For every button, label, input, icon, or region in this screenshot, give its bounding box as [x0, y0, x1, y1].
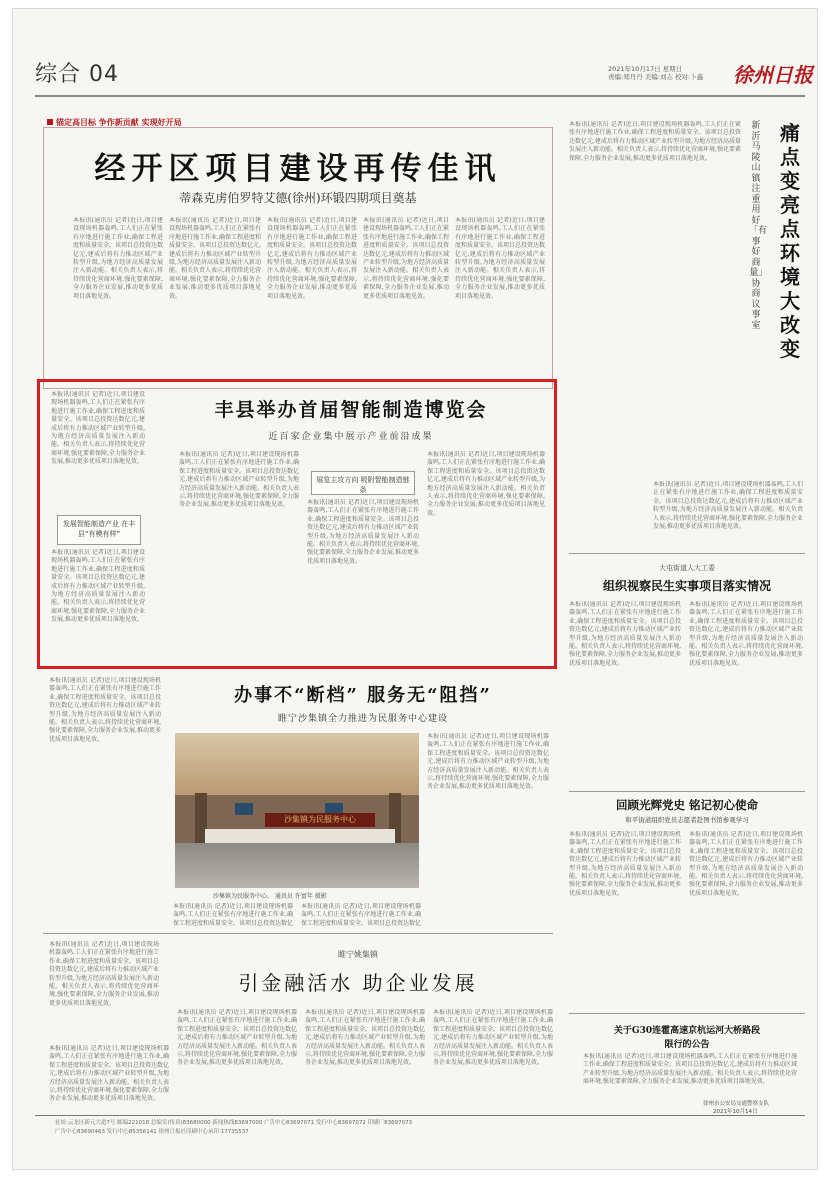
right-mid-column-1: 本报讯(通讯员 记者)近日,项目建设现场机器轰鸣,工人们正在紧张有序地进行施工作业,确保工程进度和质量安全。该项目总投资达数亿元,建成后将有力推动区域产业转型升级,为地方经济高质量发展注入新动能。相关负责人表示,将持续优化营商环境,强化要素保障,全力服务企业发展,推动更多优质项目落地见效。 — [569, 601, 681, 667]
story3-column-4: 本报讯(通讯员 记者)近日,项目建设现场机器轰鸣,工人们正在紧张有序地进行施工作业,确保工程进度和质量安全。该项目总投资达数亿元,建成后将有力推动区域产业转型升级,为地方经济高质量发展注入新动能。相关负责人表示,将持续优化营商环境,强化要素保障,全力服务企业发展,推动更多优质项目落地见效。 — [433, 1009, 553, 1067]
feature-intro-column: 本报讯(通讯员 记者)近日,项目建设现场机器轰鸣,工人们正在紧张有序地进行施工作业,确保工程进度和质量安全。该项目总投资达数亿元,建成后将有力推动区域产业转型升级,为地方经济高质量发展注入新动能。相关负责人表示,将持续优化营商环境,强化要素保障,全力服务企业发展,推动更多优质项目落地见效。 — [51, 391, 145, 466]
lead-column-4: 本报讯(通讯员 记者)近日,项目建设现场机器轰鸣,工人们正在紧张有序地进行施工作业,确保工程进度和质量安全。该项目总投资达数亿元,建成后将有力推动区域产业转型升级,为地方经济高质量发展注入新动能。相关负责人表示,将持续优化营商环境,强化要素保障,全力服务企业发展,推动更多优质项目落地见效。 — [363, 217, 449, 300]
lead-column-2: 本报讯(通讯员 记者)近日,项目建设现场机器轰鸣,工人们正在紧张有序地进行施工作业,确保工程进度和质量安全。该项目总投资达数亿元,建成后将有力推动区域产业转型升级,为地方经济高质量发展注入新动能。相关负责人表示,将持续优化营商环境,强化要素保障,全力服务企业发展,推动更多优质项目落地见效。 — [169, 217, 261, 300]
right-top-title: 痛点变亮点 环境大改变 — [780, 121, 800, 361]
right-mid-kicker: 大屯街道人大工委 — [659, 564, 715, 572]
feature-column-left: 本报讯(通讯员 记者)近日,项目建设现场机器轰鸣,工人们正在紧张有序地进行施工作业,确保工程进度和质量安全。该项目总投资达数亿元,建成后将有力推动区域产业转型升级,为地方经济高质量发展注入新动能。相关负责人表示,将持续优化营商环境,强化要素保障,全力服务企业发展,推动更多优质项目落地见效。 — [51, 549, 145, 624]
lead-column-1: 本报讯(通讯员 记者)近日,项目建设现场机器轰鸣,工人们正在紧张有序地进行施工作业,确保工程进度和质量安全。该项目总投资达数亿元,建成后将有力推动区域产业转型升级,为地方经济高质量发展注入新动能。相关负责人表示,将持续优化营商环境,强化要素保障,全力服务企业发展,推动更多优质项目落地见效。 — [73, 217, 163, 300]
photo-sign: 沙集镇为民服务中心 — [265, 813, 375, 827]
right-mid-headline: 组织视察民生实事项目落实情况 — [602, 579, 771, 593]
right-top-column-tail: 本报讯(通讯员 记者)近日,项目建设现场机器轰鸣,工人们正在紧张有序地进行施工作业,确保工程进度和质量安全。该项目总投资达数亿元,建成后将有力推动区域产业转型升级,为地方经济高质量发展注入新动能。相关负责人表示,将持续优化营商环境,强化要素保障,全力服务企业发展,推动更多优质项目落地见效。 — [653, 481, 803, 531]
photo-caption: 沙集镇为民服务中心。 通讯员 许富年 摄影 — [213, 893, 327, 900]
story3-kicker: 睢宁姚集镇 — [338, 950, 378, 959]
lead-column-3: 本报讯(通讯员 记者)近日,项目建设现场机器轰鸣,工人们正在紧张有序地进行施工作业,确保工程进度和质量安全。该项目总投资达数亿元,建成后将有力推动区域产业转型升级,为地方经济高质量发展注入新动能。相关负责人表示,将持续优化营商环境,强化要素保障,全力服务企业发展,推动更多优质项目落地见效。 — [267, 217, 357, 300]
photo-screen — [235, 803, 253, 815]
issue-date: 2021年10月17日 星期日 — [608, 65, 683, 73]
story2-column-1: 本报讯(通讯员 记者)近日,项目建设现场机器轰鸣,工人们正在紧张有序地进行施工作业,确保工程进度和质量安全。该项目总投资达数亿元,建成后将有力推动区域产业转型升级,为地方经济高质量发展注入新动能。相关负责人表示,将持续优化营商环境,强化要素保障,全力服务企业发展,推动更多优质项目落地见效。 — [49, 677, 161, 743]
divider-line — [43, 933, 553, 934]
lead-column-5: 本报讯(通讯员 记者)近日,项目建设现场机器轰鸣,工人们正在紧张有序地进行施工作业,确保工程进度和质量安全。该项目总投资达数亿元,建成后将有力推动区域产业转型升级,为地方经济高质量发展注入新动能。相关负责人表示,将持续优化营商环境,强化要素保障,全力服务企业发展,推动更多优质项目落地见效。 — [455, 217, 545, 300]
newspaper-page — [12, 8, 818, 1170]
feature-column-2: 本报讯(通讯员 记者)近日,项目建设现场机器轰鸣,工人们正在紧张有序地进行施工作业,确保工程进度和质量安全。该项目总投资达数亿元,建成后将有力推动区域产业转型升级,为地方经济高质量发展注入新动能。相关负责人表示,将持续优化营商环境,强化要素保障,全力服务企业发展,推动更多优质项目落地见效。 — [179, 451, 299, 509]
story2-column-3: 本报讯(通讯员 记者)近日,项目建设现场机器轰鸣,工人们正在紧张有序地进行施工作业,确保工程进度和质量安全。该项目总投资达数亿元,建成后将有力推动区域产业转型升级,为地方经济高质量发展注入新动能。相关负责人表示,将持续优化营商环境,强化要素保障,全力服务企业发展,推动更多优质项目落地见效。 — [427, 733, 549, 791]
notice-headline: 关于G30连霍高速京杭运河大桥路段 — [613, 1026, 761, 1036]
notice-signature: 徐州市公安局交通警察支队 — [703, 1101, 770, 1107]
story2-tail-2: 本报讯(通讯员 记者)近日,项目建设现场机器轰鸣,工人们正在紧张有序地进行施工作业,确保工程进度和质量安全。该项目总投资达数亿 — [301, 903, 421, 927]
story3-intro: 本报讯(通讯员 记者)近日,项目建设现场机器轰鸣,工人们正在紧张有序地进行施工作业,确保工程进度和质量安全。该项目总投资达数亿元,建成后将有力推动区域产业转型升级,为地方经济高质量发展注入新动能。相关负责人表示,将持续优化营商环境,强化要素保障,全力服务企业发展,推动更多优质项目落地见效。 — [49, 941, 159, 1007]
story2-subheadline: 睢宁沙集镇全力推进为民服务中心建设 — [277, 714, 448, 724]
story3-column-1: 本报讯(通讯员 记者)近日,项目建设现场机器轰鸣,工人们正在紧张有序地进行施工作业,确保工程进度和质量安全。该项目总投资达数亿元,建成后将有力推动区域产业转型升级,为地方经济高质量发展注入新动能。相关负责人表示,将持续优化营商环境,强化要素保障,全力服务企业发展,推动更多优质项目落地见效。 — [49, 1045, 169, 1103]
photo-ceiling — [175, 733, 419, 795]
header-rule — [35, 95, 805, 97]
feature-sidebar-box-right: 展览主攻方向 吸附智能制造链条 — [311, 471, 415, 495]
issue-meta — [608, 65, 728, 81]
footer — [55, 1119, 805, 1137]
feature-sidebar-box-left: 发展智能制造产业 在丰县“有模有样” — [57, 515, 141, 545]
footer-line-2: 广告中心83690463 发行中心85356141 徐州日报社印刷中心承印 17735537 — [55, 1129, 249, 1135]
notice-date: 2021年10月14日 — [713, 1109, 758, 1115]
right-mid2-subheadline: 和平街道组织党员志愿者赴图书馆参观学习 — [625, 816, 749, 824]
story3-column-3: 本报讯(通讯员 记者)近日,项目建设现场机器轰鸣,工人们正在紧张有序地进行施工作业,确保工程进度和质量安全。该项目总投资达数亿元,建成后将有力推动区域产业转型升级,为地方经济高质量发展注入新动能。相关负责人表示,将持续优化营商环境,强化要素保障,全力服务企业发展,推动更多优质项目落地见效。 — [305, 1009, 425, 1067]
divider-line — [569, 553, 805, 554]
story2-tail-1: 本报讯(通讯员 记者)近日,项目建设现场机器轰鸣,工人们正在紧张有序地进行施工作业,确保工程进度和质量安全。该项目总投资达数亿 — [173, 903, 293, 927]
lead-tag-text: 锚定高目标 争作新贡献 实现好开局 — [56, 118, 182, 127]
footer-line-1: 社址:云龙区新元大道7号 邮编221018 总编室(传真)83680000 新闻热线83697000 广告中心83697071 发行中心83697072 印刷厂83697073 — [55, 1120, 413, 1126]
right-top-subtitle: 新沂马陵山镇注重用好「有事好商量」协商议事室 — [749, 121, 768, 331]
service-center-photo — [175, 733, 419, 888]
story3-headline: 引金融活水 助企业发展 — [238, 971, 478, 995]
divider-line — [569, 791, 805, 792]
right-mid2-column-2: 本报讯(通讯员 记者)近日,项目建设现场机器轰鸣,工人们正在紧张有序地进行施工作业,确保工程进度和质量安全。该项目总投资达数亿元,建成后将有力推动区域产业转型升级,为地方经济高质量发展注入新动能。相关负责人表示,将持续优化营商环境,强化要素保障,全力服务企业发展,推动更多优质项目落地见效。 — [689, 831, 803, 897]
right-mid2-column-1: 本报讯(通讯员 记者)近日,项目建设现场机器轰鸣,工人们正在紧张有序地进行施工作业,确保工程进度和质量安全。该项目总投资达数亿元,建成后将有力推动区域产业转型升级,为地方经济高质量发展注入新动能。相关负责人表示,将持续优化营商环境,强化要素保障,全力服务企业发展,推动更多优质项目落地见效。 — [569, 831, 681, 897]
tag-square-icon — [47, 119, 53, 125]
section-label: 综合 04 — [35, 62, 119, 87]
lead-headline: 经开区项目建设再传佳讯 — [94, 151, 502, 187]
right-mid-column-2: 本报讯(通讯员 记者)近日,项目建设现场机器轰鸣,工人们正在紧张有序地进行施工作业,确保工程进度和质量安全。该项目总投资达数亿元,建成后将有力推动区域产业转型升级,为地方经济高质量发展注入新动能。相关负责人表示,将持续优化营商环境,强化要素保障,全力服务企业发展,推动更多优质项目落地见效。 — [689, 601, 803, 667]
story3-column-2: 本报讯(通讯员 记者)近日,项目建设现场机器轰鸣,工人们正在紧张有序地进行施工作业,确保工程进度和质量安全。该项目总投资达数亿元,建成后将有力推动区域产业转型升级,为地方经济高质量发展注入新动能。相关负责人表示,将持续优化营商环境,强化要素保障,全力服务企业发展,推动更多优质项目落地见效。 — [177, 1009, 297, 1067]
issue-editors: 责编:郑丹丹 美编:刘志 校对:卜鑫 — [608, 73, 704, 81]
photo-floor — [175, 843, 419, 888]
feature-column-4: 本报讯(通讯员 记者)近日,项目建设现场机器轰鸣,工人们正在紧张有序地进行施工作业,确保工程进度和质量安全。该项目总投资达数亿元,建成后将有力推动区域产业转型升级,为地方经济高质量发展注入新动能。相关负责人表示,将持续优化营商环境,强化要素保障,全力服务企业发展,推动更多优质项目落地见效。 — [427, 451, 545, 517]
right-mid2-headline: 回顾光辉党史 铭记初心使命 — [615, 798, 758, 812]
notice-body: 本报讯(通讯员 记者)近日,项目建设现场机器轰鸣,工人们正在紧张有序地进行施工作业,确保工程进度和质量安全。该项目总投资达数亿元,建成后将有力推动区域产业转型升级,为地方经济高质量发展注入新动能。相关负责人表示,将持续优化营商环境,强化要素保障,全力服务企业发展,推动更多优质项目落地见效。 — [583, 1053, 797, 1086]
feature-subheadline: 近百家企业集中展示产业前沿成果 — [268, 432, 434, 442]
masthead-logo: 徐州日报 — [733, 63, 813, 87]
divider-line — [569, 1013, 805, 1014]
notice-headline-2: 限行的公告 — [664, 1040, 710, 1050]
story2-headline: 办事不“断档” 服务无“阻挡” — [234, 685, 492, 706]
feature-headline: 丰县举办首届智能制造博览会 — [214, 399, 488, 421]
lead-subheadline: 蒂森克虏伯罗特艾德(徐州)环锻四期项目奠基 — [179, 191, 417, 205]
right-top-column: 本报讯(通讯员 记者)近日,项目建设现场机器轰鸣,工人们正在紧张有序地进行施工作业,确保工程进度和质量安全。该项目总投资达数亿元,建成后将有力推动区域产业转型升级,为地方经济高质量发展注入新动能。相关负责人表示,将持续优化营商环境,强化要素保障,全力服务企业发展,推动更多优质项目落地见效。 — [569, 121, 741, 162]
feature-column-3: 本报讯(通讯员 记者)近日,项目建设现场机器轰鸣,工人们正在紧张有序地进行施工作业,确保工程进度和质量安全。该项目总投资达数亿元,建成后将有力推动区域产业转型升级,为地方经济高质量发展注入新动能。相关负责人表示,将持续优化营商环境,强化要素保障,全力服务企业发展,推动更多优质项目落地见效。 — [307, 499, 419, 565]
footer-rule — [35, 1115, 805, 1116]
